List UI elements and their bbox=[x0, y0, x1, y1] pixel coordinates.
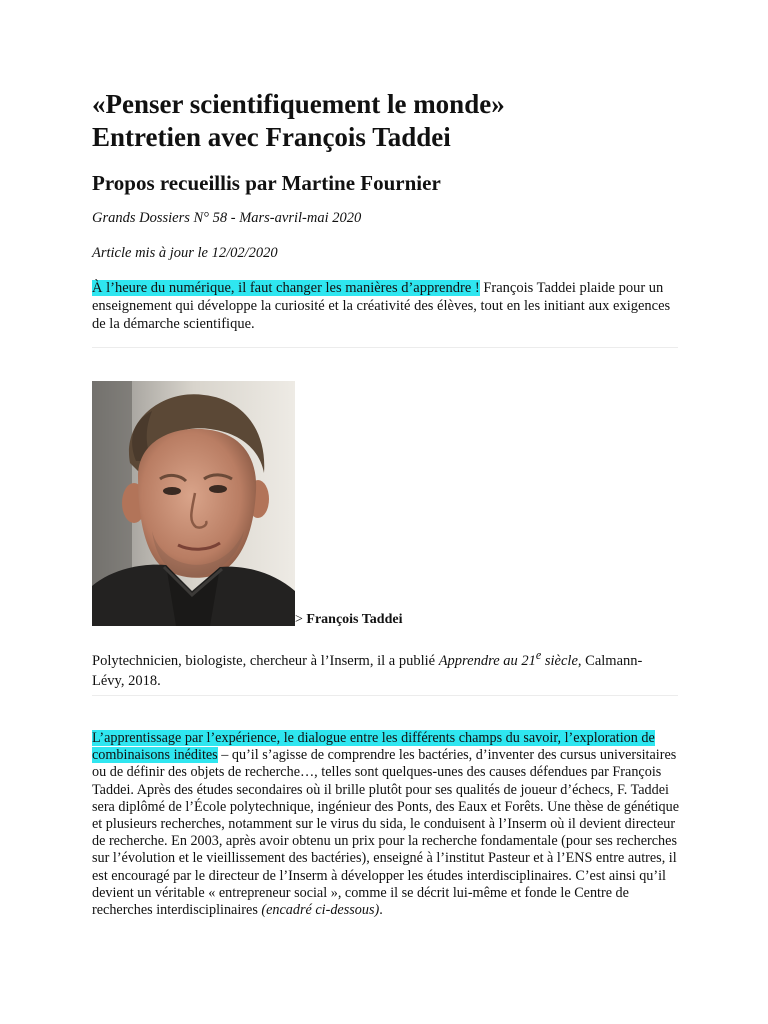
bio-paragraph bbox=[92, 645, 652, 691]
body-paragraph bbox=[92, 730, 684, 919]
caption-name: François Taddei bbox=[306, 612, 403, 627]
photo-caption bbox=[295, 612, 403, 628]
body-end: . bbox=[379, 902, 383, 919]
body-text: – qu’il s’agisse de comprendre les bactéries, d’inventer des cursus universitaires ou de définir des objets de recherche…, telles sont quelques-unes des causes défendues par François Taddei. Après des études secondaires où il brille plutôt pour ses qualités de joueur d’échecs, F. Taddei sera diplômé de l’École polytechnique, ingénieur des Ponts, des Eaux et Forêts. Une thèse de génétique et plusieurs recherches, notamment sur le virus du sida, le conduisent à l’Inserm où il devient directeur de recherche. En 2003, après avoir obtenu un prix pour la recherche fondamentale (pour ses recherches sur l’évolution et le vieillissement des bactéries), enseigné à l’institut Pasteur et à l’ENS entre autres, il est encouragé par le directeur de l’Inserm à développer les études interdisciplinaires. C’est ainsi qu’il devient un véritable « entrepreneur social », comme il se décrit lui-même et fonde le Centre de recherches interdisciplinaires bbox=[92, 747, 680, 919]
update-date: Article mis à jour le 12/02/2020 bbox=[92, 245, 278, 261]
title-line-1: «Penser scientifiquement le monde» bbox=[92, 89, 505, 119]
lead-text: François Taddei plaide pour un enseignement qui développe la curiosité et la créativité des élèves, tout en les initiant aux exigences de la démarche scientifique. bbox=[92, 280, 671, 332]
bio-book-title-start: Apprendre au 21 bbox=[438, 652, 536, 669]
caption-prefix: > bbox=[295, 612, 307, 627]
article-title bbox=[92, 88, 692, 154]
bio-book-superscript: e bbox=[535, 648, 542, 662]
lead-highlight: À l’heure du numérique, il faut changer les manières d’apprendre ! bbox=[92, 280, 480, 296]
body-italic-note: (encadré ci-dessous) bbox=[261, 902, 380, 919]
article-subtitle: Propos recueillis par Martine Fournier bbox=[92, 171, 441, 195]
issue-info: Grands Dossiers N° 58 - Mars-avril-mai 2020 bbox=[92, 210, 362, 226]
bio-book-title-end: siècle bbox=[541, 652, 578, 669]
bio-outro: , Calmann-Lévy, 2018. bbox=[92, 652, 643, 689]
bio-book-title bbox=[438, 648, 578, 669]
body-highlight: L’apprentissage par l’expérience, le dialogue entre les différents champs du savoir, l’exploration de combinaisons inédites bbox=[92, 730, 655, 764]
bio-intro: Polytechnicien, biologiste, chercheur à l’Inserm, il a publié bbox=[92, 652, 439, 669]
lead-paragraph bbox=[92, 279, 682, 333]
portrait-photo bbox=[92, 381, 295, 626]
section-separator bbox=[92, 347, 678, 348]
title-line-2: Entretien avec François Taddei bbox=[92, 122, 451, 152]
section-separator-2 bbox=[92, 695, 678, 696]
